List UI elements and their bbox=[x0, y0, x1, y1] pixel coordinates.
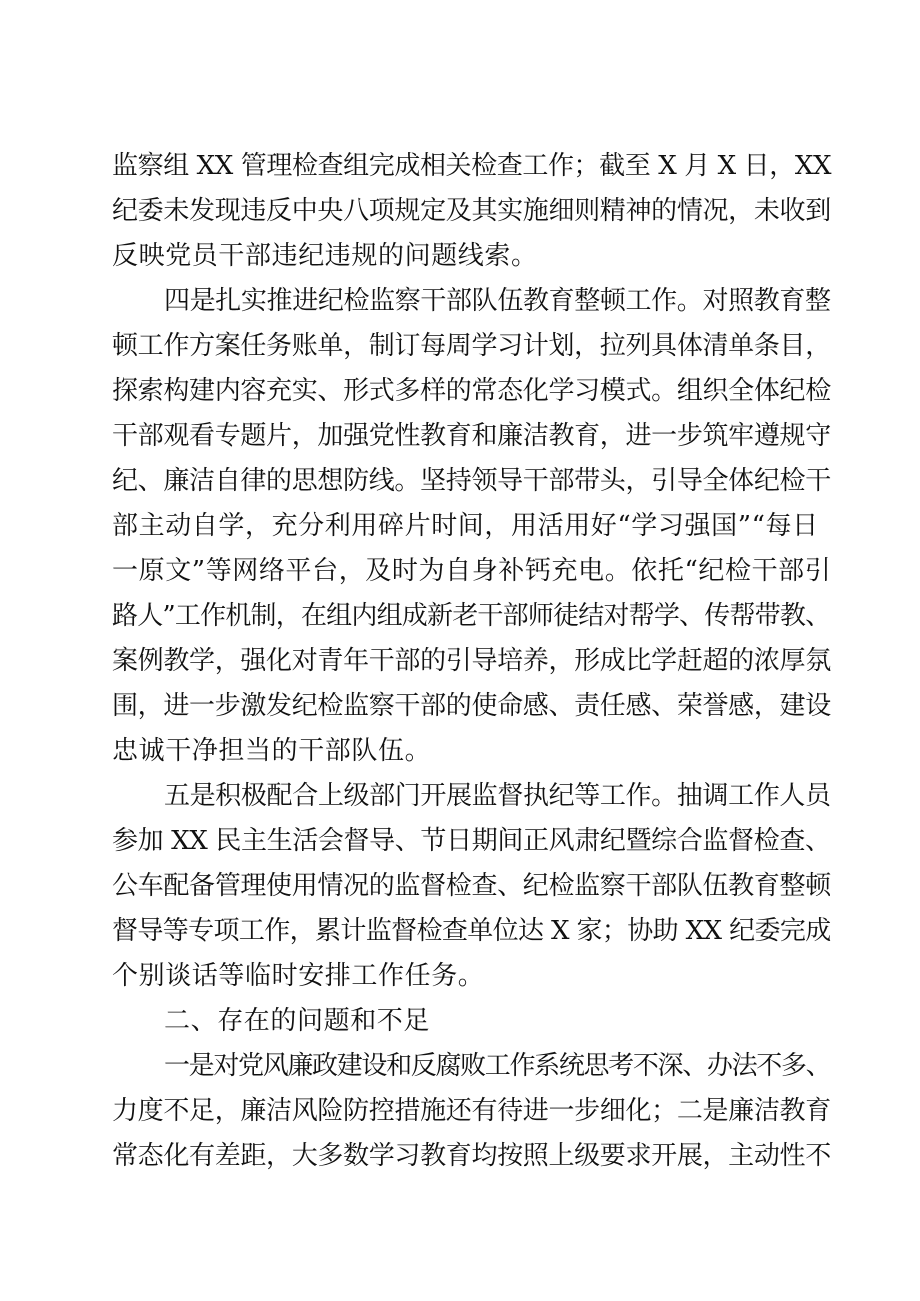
text-line: 力度不足，廉洁风险防控措施还有待进一步细化；二是廉洁教育 bbox=[112, 1096, 831, 1126]
text-line: 探索构建内容充实、形式多样的常态化学习模式。组织全体纪检 bbox=[112, 376, 831, 406]
text-line: 纪委未发现违反中央八项规定及其实施细则精神的情况，未收到 bbox=[112, 196, 831, 226]
text-line: 路人”工作机制，在组内组成新老干部师徒结对帮学、传帮带教、 bbox=[112, 601, 831, 631]
paragraph-start-line: 一是对党风廉政建设和反腐败工作系统思考不深、办法不多、 bbox=[164, 1051, 831, 1081]
text-line: 顿工作方案任务账单，制订每周学习计划，拉列具体清单条目， bbox=[112, 331, 831, 361]
text-line: 监察组 XX 管理检查组完成相关检查工作；截至 X 月 X 日，XX bbox=[112, 151, 832, 181]
text-line: 忠诚干净担当的干部队伍。 bbox=[112, 736, 432, 766]
text-line: 督导等专项工作，累计监督检查单位达 X 家；协助 XX 纪委完成 bbox=[112, 916, 831, 946]
text-line: 常态化有差距，大多数学习教育均按照上级要求开展，主动性不 bbox=[112, 1141, 831, 1171]
text-line: 案例教学，强化对青年干部的引导培养，形成比学赶超的浓厚氛 bbox=[112, 646, 831, 676]
paragraph-start-line: 四是扎实推进纪检监察干部队伍教育整顿工作。对照教育整 bbox=[164, 286, 831, 316]
text-line: 参加 XX 民主生活会督导、节日期间正风肃纪暨综合监督检查、 bbox=[112, 826, 831, 856]
text-line: 反映党员干部违纪违规的问题线索。 bbox=[112, 241, 538, 271]
section-heading: 二、存在的问题和不足 bbox=[164, 1006, 431, 1036]
paragraph-start-line: 五是积极配合上级部门开展监督执纪等工作。抽调工作人员 bbox=[164, 781, 831, 811]
text-line: 干部观看专题片，加强党性教育和廉洁教育，进一步筑牢遵规守 bbox=[112, 421, 831, 451]
text-line: 个别谈话等临时安排工作任务。 bbox=[112, 961, 485, 991]
text-line: 部主动自学，充分利用碎片时间，用活用好“学习强国”“每日 bbox=[112, 511, 819, 541]
text-line: 公车配备管理使用情况的监督检查、纪检监察干部队伍教育整顿 bbox=[112, 871, 831, 901]
text-line: 一原文”等网络平台，及时为自身补钙充电。依托“纪检干部引 bbox=[112, 556, 832, 586]
text-line: 纪、廉洁自律的思想防线。坚持领导干部带头，引导全体纪检干 bbox=[112, 466, 831, 496]
text-line: 围，进一步激发纪检监察干部的使命感、责任感、荣誉感，建设 bbox=[112, 691, 831, 721]
